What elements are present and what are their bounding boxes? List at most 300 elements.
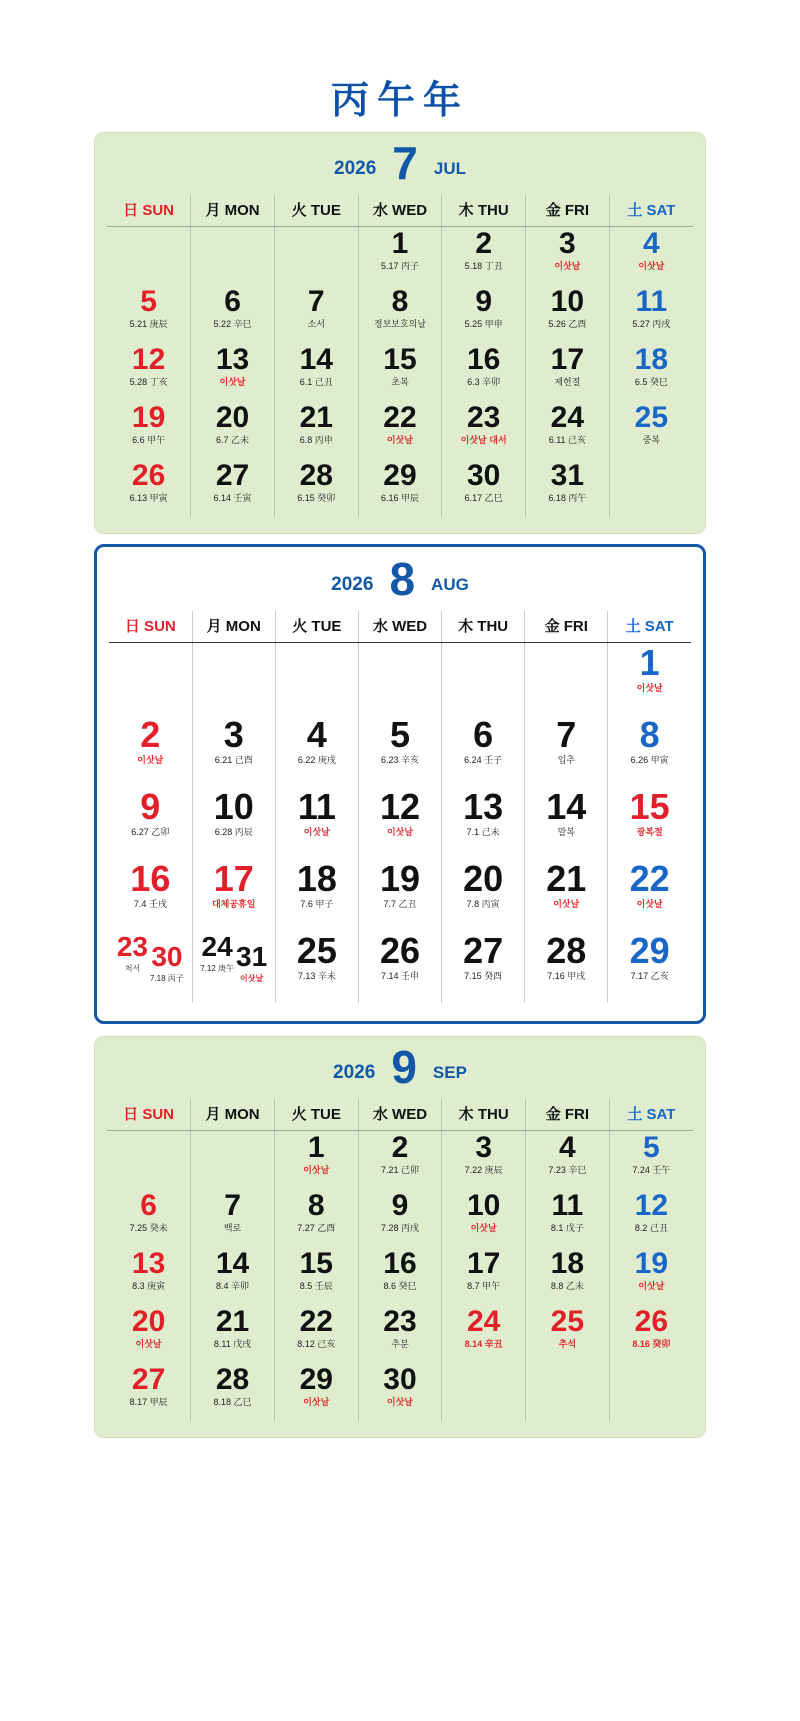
day-number: 8	[391, 285, 409, 318]
day-cell[interactable]	[358, 859, 441, 931]
day-number: 15	[629, 786, 670, 827]
day-cell[interactable]	[358, 285, 442, 343]
day-note: 7.7 乙丑	[383, 899, 417, 909]
day-cell-empty	[192, 643, 275, 716]
day-cell[interactable]	[358, 931, 441, 1003]
day-note: 8.8 乙未	[550, 1281, 584, 1291]
day-number: 10	[466, 1189, 501, 1222]
day-number: 4	[643, 227, 660, 260]
day-cell[interactable]	[274, 343, 358, 401]
day-cell[interactable]	[191, 1189, 275, 1247]
day-cell[interactable]	[442, 1305, 526, 1363]
day-cell[interactable]	[274, 459, 358, 517]
day-note: 초복	[391, 377, 409, 387]
day-number: 2	[475, 227, 492, 260]
weekday-header-row	[109, 611, 691, 643]
day-note: 7.27 乙酉	[297, 1223, 336, 1233]
day-note: 이삿날	[386, 1397, 413, 1407]
weekday-header-row	[107, 195, 693, 227]
day-number: 11	[297, 786, 336, 827]
day-cell[interactable]	[526, 343, 610, 401]
day-number: 22	[383, 401, 417, 434]
day-note: 7.14 壬申	[380, 971, 419, 981]
calendar-week-row	[107, 1363, 693, 1421]
month-year: 2026	[333, 1062, 376, 1083]
day-note: 이삿날	[137, 755, 164, 765]
day-cell[interactable]	[608, 787, 691, 859]
day-number: 29	[629, 930, 670, 971]
weekday-header-fri: 金 FRI	[525, 611, 608, 643]
day-cell-empty	[609, 1363, 693, 1421]
weekday-header-mon: 月 MON	[191, 195, 275, 227]
day-number: 29	[299, 1363, 333, 1396]
day-note: 6.21 己酉	[214, 755, 253, 765]
calendar-week-row	[107, 227, 693, 286]
day-cell[interactable]	[526, 1189, 610, 1247]
day-cell[interactable]	[608, 715, 691, 787]
day-note: 7.24 壬午	[632, 1165, 671, 1175]
day-number: 18	[634, 343, 669, 376]
month-block-aug	[94, 544, 706, 1024]
day-cell[interactable]	[191, 1363, 275, 1421]
calendar-week-row	[107, 1131, 693, 1190]
day-cell[interactable]	[609, 227, 693, 286]
day-note: 6.15 癸卯	[297, 493, 336, 503]
day-number: 19	[634, 1247, 669, 1280]
day-cell[interactable]	[608, 859, 691, 931]
day-note: 이삿날	[470, 1223, 497, 1233]
day-cell[interactable]	[442, 715, 525, 787]
day-note: 6.1 己丑	[299, 377, 333, 387]
day-cell[interactable]	[609, 343, 693, 401]
day-cell[interactable]	[358, 1189, 442, 1247]
day-number: 16	[130, 858, 171, 899]
day-number: 28	[546, 930, 587, 971]
day-number: 24	[466, 1305, 501, 1338]
day-cell[interactable]	[358, 227, 442, 286]
day-number: 9	[140, 786, 161, 827]
day-number: 18	[296, 858, 337, 899]
day-cell[interactable]	[609, 1247, 693, 1305]
day-cell[interactable]	[191, 1247, 275, 1305]
day-note: 7.16 甲戌	[547, 971, 586, 981]
day-cell-empty	[358, 643, 441, 716]
day-cell[interactable]	[358, 1247, 442, 1305]
weekday-header-wed: 水 WED	[358, 1099, 442, 1131]
weekday-header-thu: 木 THU	[442, 611, 525, 643]
day-cell-empty	[525, 643, 608, 716]
day-cell[interactable]	[192, 859, 275, 931]
month-header	[107, 137, 693, 195]
day-note: 추분	[391, 1339, 409, 1349]
day-cell-empty	[109, 643, 192, 716]
day-note: 7.21 己卯	[380, 1165, 419, 1175]
day-number: 2	[391, 1131, 409, 1164]
day-cell[interactable]	[107, 1305, 191, 1363]
day-cell[interactable]	[525, 787, 608, 859]
day-note: 6.3 辛卯	[467, 377, 501, 387]
day-number: 26	[131, 459, 166, 492]
day-number: 6	[140, 1189, 157, 1222]
calendar-week-row	[107, 1305, 693, 1363]
day-cell[interactable]	[274, 285, 358, 343]
month-number: 7	[392, 137, 418, 189]
day-number: 29	[383, 459, 417, 492]
day-cell[interactable]	[358, 715, 441, 787]
day-cell[interactable]	[192, 715, 275, 787]
day-cell[interactable]	[274, 1189, 358, 1247]
page-title: 丙午年	[330, 80, 469, 122]
day-note: 7.28 丙戌	[380, 1223, 419, 1233]
day-number: 3	[559, 227, 576, 260]
day-cell[interactable]	[274, 1305, 358, 1363]
day-note: 이삿날	[554, 261, 581, 271]
day-number: 20	[215, 401, 250, 434]
day-cell[interactable]	[442, 859, 525, 931]
day-cell-empty	[107, 1131, 191, 1190]
day-cell[interactable]	[275, 931, 358, 1003]
day-cell[interactable]	[609, 401, 693, 459]
day-cell[interactable]	[275, 715, 358, 787]
weekday-header-thu: 木 THU	[442, 1099, 526, 1131]
day-note: 7.25 癸未	[129, 1223, 168, 1233]
day-note: 8.5 壬辰	[299, 1281, 333, 1291]
day-number: 23	[383, 1305, 417, 1338]
day-cell[interactable]	[358, 1305, 442, 1363]
day-cell[interactable]	[608, 931, 691, 1003]
day-cell-empty	[609, 459, 693, 517]
weekday-header-mon: 月 MON	[191, 1099, 275, 1131]
day-note: 6.7 乙未	[216, 435, 250, 445]
day-note: 6.24 壬子	[464, 755, 503, 765]
day-cell[interactable]	[192, 787, 275, 859]
day-note: 8.11 戊戌	[213, 1339, 252, 1349]
day-number: 16	[466, 343, 501, 376]
day-number: 7	[556, 714, 577, 755]
day-cell[interactable]	[109, 787, 192, 859]
day-cell[interactable]	[191, 1305, 275, 1363]
day-number: 10	[550, 285, 585, 318]
day-note: 이삿날	[240, 974, 264, 983]
day-number: 17	[466, 1247, 501, 1280]
day-note: 8.1 戊子	[550, 1223, 584, 1233]
day-note: 정보보호의날	[373, 319, 427, 329]
day-cell[interactable]	[609, 1305, 693, 1363]
day-number: 23	[466, 401, 501, 434]
day-note: 6.23 辛亥	[380, 755, 419, 765]
day-cell[interactable]	[442, 459, 526, 517]
day-number: 22	[629, 858, 670, 899]
day-number: 3	[475, 1131, 492, 1164]
day-note: 이삿날	[219, 377, 246, 387]
day-note: 5.18 丁丑	[464, 261, 503, 271]
day-note: 소서	[307, 319, 325, 329]
day-cell[interactable]	[274, 1363, 358, 1421]
day-cell[interactable]	[358, 401, 442, 459]
day-cell[interactable]	[609, 1189, 693, 1247]
calendar-table-sep	[107, 1099, 693, 1421]
calendar-week-row	[107, 1189, 693, 1247]
month-header	[109, 553, 691, 611]
day-note: 8.14 辛丑	[464, 1339, 503, 1349]
day-note: 8.6 癸巳	[383, 1281, 417, 1291]
weekday-header-sat: 土 SAT	[609, 1099, 693, 1131]
day-note: 6.28 丙辰	[214, 827, 253, 837]
day-number: 13	[463, 786, 504, 827]
day-cell[interactable]	[442, 1189, 526, 1247]
day-number: 30	[383, 1363, 417, 1396]
calendar-body-jul	[107, 227, 693, 518]
month-year: 2026	[331, 574, 374, 595]
day-number: 4	[306, 714, 327, 755]
day-cell[interactable]	[609, 1131, 693, 1190]
day-number: 13	[131, 1247, 166, 1280]
day-cell[interactable]	[192, 931, 275, 1003]
day-note: 7.17 乙亥	[630, 971, 669, 981]
day-cell[interactable]	[442, 227, 526, 286]
day-cell[interactable]	[191, 343, 275, 401]
day-number: 5	[140, 285, 157, 318]
calendar-week-row	[107, 401, 693, 459]
day-note: 7.13 辛未	[297, 971, 336, 981]
day-note: 이삿날	[135, 1339, 162, 1349]
day-number: 27	[215, 459, 250, 492]
month-abbr: SEP	[432, 1063, 467, 1082]
day-cell[interactable]	[109, 859, 192, 931]
day-note: 이삿날	[303, 827, 330, 837]
day-cell[interactable]	[358, 787, 441, 859]
day-number: 18	[550, 1247, 585, 1280]
day-cell-empty	[442, 1363, 526, 1421]
day-cell[interactable]	[274, 1131, 358, 1190]
day-note: 6.18 丙午	[548, 493, 587, 503]
day-cell-empty	[442, 643, 525, 716]
day-cell[interactable]	[191, 285, 275, 343]
day-cell[interactable]	[525, 931, 608, 1003]
day-cell[interactable]	[442, 787, 525, 859]
day-cell-empty	[107, 227, 191, 286]
day-number: 9	[391, 1189, 409, 1222]
day-cell[interactable]	[191, 459, 275, 517]
day-note: 6.5 癸巳	[634, 377, 668, 387]
day-number: 24	[550, 401, 585, 434]
day-cell[interactable]	[274, 1247, 358, 1305]
day-note: 이삿날	[303, 1165, 330, 1175]
day-note: 추석	[558, 1339, 577, 1349]
day-number: 30	[466, 459, 501, 492]
day-number: 25	[296, 930, 337, 971]
day-cell[interactable]	[442, 401, 526, 459]
day-number: 31	[236, 941, 268, 972]
day-cell[interactable]	[526, 227, 610, 286]
day-note: 제헌절	[554, 377, 581, 387]
day-note: 6.8 丙申	[299, 435, 333, 445]
day-number: 20	[131, 1305, 166, 1338]
day-note: 7.23 辛巳	[548, 1165, 587, 1175]
day-cell-empty	[275, 643, 358, 716]
day-cell[interactable]	[109, 931, 192, 1003]
weekday-header-tue: 火 TUE	[274, 195, 358, 227]
day-number: 11	[551, 1189, 584, 1222]
day-note: 8.2 己丑	[634, 1223, 668, 1233]
day-cell[interactable]	[107, 459, 191, 517]
day-note: 입추	[557, 755, 575, 765]
day-note: 6.17 乙巳	[464, 493, 503, 503]
day-note: 8.18 乙巳	[213, 1397, 252, 1407]
day-cell[interactable]	[191, 401, 275, 459]
day-cell[interactable]	[526, 1247, 610, 1305]
day-note: 이삿날	[553, 899, 580, 909]
weekday-header-sat: 土 SAT	[609, 195, 693, 227]
day-note: 8.3 庚寅	[132, 1281, 166, 1291]
day-note: 6.26 甲寅	[630, 755, 669, 765]
day-number: 3	[223, 714, 244, 755]
day-number: 19	[131, 401, 166, 434]
weekday-header-sun: 日 SUN	[107, 1099, 191, 1131]
day-cell[interactable]	[275, 859, 358, 931]
day-cell[interactable]	[274, 401, 358, 459]
day-cell[interactable]	[526, 285, 610, 343]
weekday-header-mon: 月 MON	[192, 611, 275, 643]
day-number: 17	[550, 343, 585, 376]
day-number: 26	[379, 930, 421, 971]
day-cell[interactable]	[358, 343, 442, 401]
day-note: 이삿날	[303, 1397, 330, 1407]
day-number: 1	[639, 642, 660, 683]
weekday-header-wed: 水 WED	[358, 195, 442, 227]
day-cell[interactable]	[525, 859, 608, 931]
day-number: 27	[131, 1363, 166, 1396]
calendar-table-aug	[109, 611, 691, 1003]
day-note: 5.27 丙戌	[632, 319, 671, 329]
day-number: 8	[307, 1189, 325, 1222]
day-number: 25	[634, 401, 669, 434]
day-number: 7	[307, 285, 325, 318]
day-note: 이삿날	[638, 1281, 665, 1291]
day-number: 11	[635, 285, 668, 318]
day-number: 13	[215, 343, 250, 376]
day-note: 5.28 丁亥	[129, 377, 168, 387]
day-note: 7.12 庚午	[200, 964, 235, 973]
day-cell[interactable]	[107, 1189, 191, 1247]
day-cell[interactable]	[526, 1131, 610, 1190]
day-number: 1	[307, 1131, 325, 1164]
day-number: 12	[634, 1189, 669, 1222]
weekday-header-fri: 金 FRI	[526, 1099, 610, 1131]
day-number: 15	[383, 343, 417, 376]
day-note: 말복	[557, 827, 575, 837]
day-number: 30	[151, 941, 183, 972]
day-number: 20	[463, 858, 504, 899]
day-note: 7.18 丙子	[150, 974, 184, 983]
day-cell[interactable]	[109, 715, 192, 787]
day-note: 이삿날	[386, 435, 413, 445]
calendar-body-aug	[109, 643, 691, 1004]
day-cell[interactable]	[442, 343, 526, 401]
day-note: 6.13 甲寅	[129, 493, 168, 503]
weekday-header-tue: 火 TUE	[275, 611, 358, 643]
day-note: 5.26 乙酉	[548, 319, 587, 329]
day-number: 28	[215, 1363, 250, 1396]
weekday-header-wed: 水 WED	[358, 611, 441, 643]
day-cell[interactable]	[358, 1363, 442, 1421]
weekday-header-sat: 土 SAT	[608, 611, 691, 643]
day-note: 7.6 甲子	[300, 899, 334, 909]
weekday-header-thu: 木 THU	[442, 195, 526, 227]
day-cell[interactable]	[107, 401, 191, 459]
day-number: 22	[299, 1305, 333, 1338]
day-note: 5.21 庚辰	[129, 319, 168, 329]
month-year: 2026	[334, 158, 377, 179]
day-note: 이삿날	[638, 261, 665, 271]
day-cell[interactable]	[525, 715, 608, 787]
day-cell[interactable]	[358, 459, 442, 517]
day-cell[interactable]	[442, 285, 526, 343]
day-number: 16	[383, 1247, 417, 1280]
calendar-body-sep	[107, 1131, 693, 1422]
day-cell[interactable]	[526, 1305, 610, 1363]
day-number: 9	[475, 285, 492, 318]
day-note: 5.17 丙子	[380, 261, 419, 271]
calendar-week-row	[109, 643, 691, 716]
day-note: 광복절	[636, 827, 663, 837]
day-number: 5	[389, 714, 410, 755]
day-cell[interactable]	[608, 643, 691, 716]
day-number: 6	[224, 285, 241, 318]
day-cell[interactable]	[107, 1247, 191, 1305]
day-note: 7.8 丙寅	[466, 899, 500, 909]
day-note: 8.4 辛卯	[216, 1281, 250, 1291]
calendar-week-row	[109, 859, 691, 931]
weekday-header-sun: 日 SUN	[109, 611, 192, 643]
month-number: 8	[389, 553, 416, 605]
day-note: 7.4 壬戌	[133, 899, 167, 909]
day-cell[interactable]	[442, 1247, 526, 1305]
month-block-jul	[94, 132, 706, 534]
day-number: 14	[215, 1247, 250, 1280]
day-number: 26	[634, 1305, 669, 1338]
day-number: 8	[639, 714, 660, 755]
day-number: 25	[550, 1305, 585, 1338]
day-number: 27	[463, 930, 504, 971]
day-cell[interactable]	[107, 285, 191, 343]
day-number: 31	[550, 459, 585, 492]
day-cell-empty	[191, 1131, 275, 1190]
day-number: 21	[215, 1305, 250, 1338]
day-note: 8.17 甲辰	[129, 1397, 168, 1407]
day-cell[interactable]	[107, 343, 191, 401]
day-cell[interactable]	[107, 1363, 191, 1421]
day-cell[interactable]	[358, 1131, 442, 1190]
month-number: 9	[391, 1041, 417, 1093]
day-cell[interactable]	[526, 401, 610, 459]
day-number: 5	[643, 1131, 660, 1164]
day-number: 21	[299, 401, 333, 434]
day-cell[interactable]	[275, 787, 358, 859]
day-number: 23	[116, 931, 148, 962]
day-cell[interactable]	[442, 1131, 526, 1190]
weekday-header-tue: 火 TUE	[274, 1099, 358, 1131]
calendar-week-row	[107, 459, 693, 517]
day-cell[interactable]	[609, 285, 693, 343]
day-number: 14	[546, 786, 587, 827]
day-cell[interactable]	[442, 931, 525, 1003]
calendar-week-row	[109, 715, 691, 787]
day-cell[interactable]	[526, 459, 610, 517]
day-number: 10	[213, 786, 254, 827]
day-note: 이삿날 대서	[460, 435, 507, 445]
day-number: 19	[379, 858, 421, 899]
